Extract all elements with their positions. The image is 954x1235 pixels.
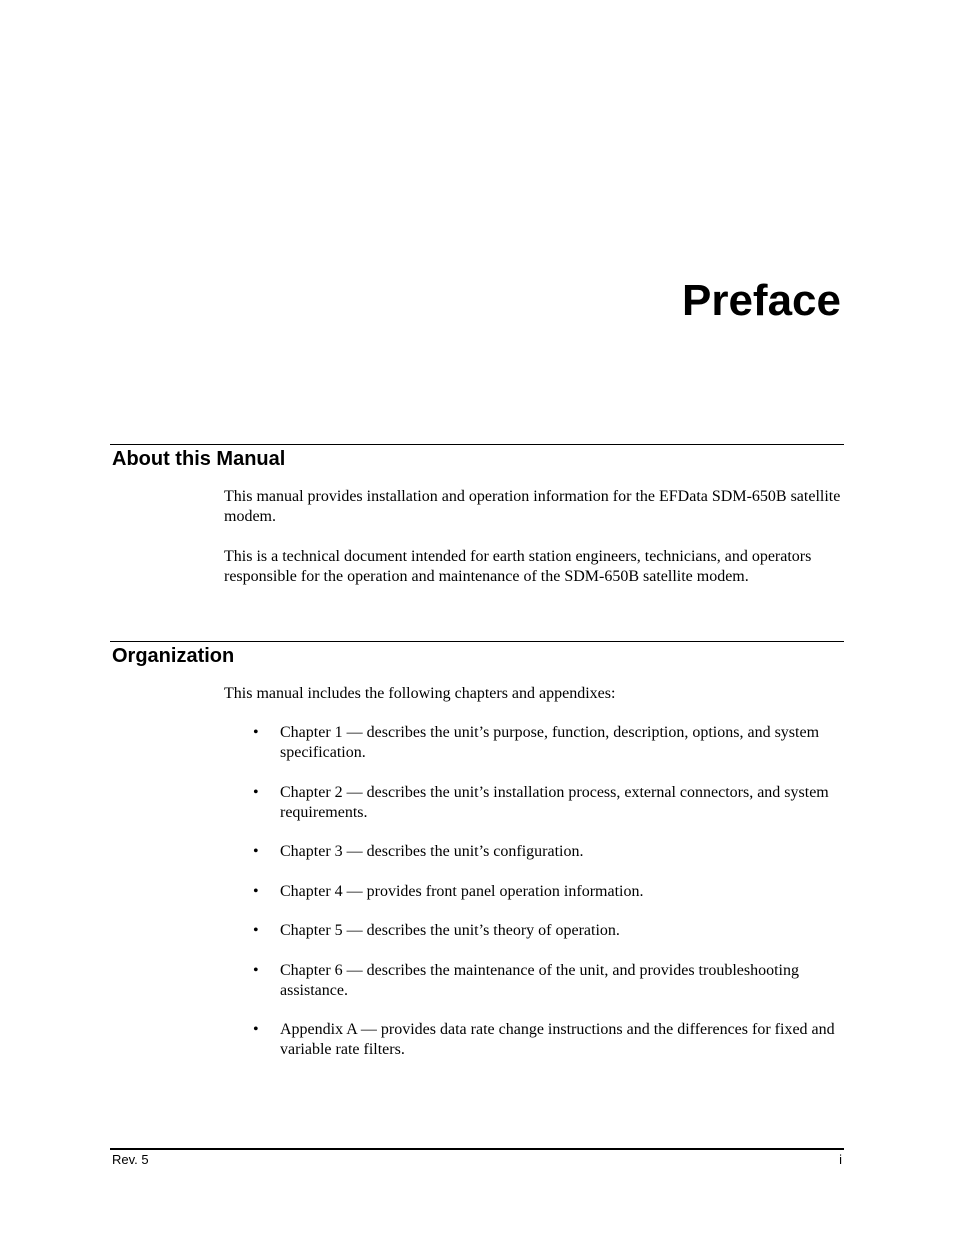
section-heading-organization: Organization — [112, 645, 235, 667]
bullet-icon: • — [253, 1021, 259, 1038]
section-divider-about — [110, 444, 844, 445]
list-item — [224, 842, 844, 862]
list-item — [224, 1020, 844, 1060]
organization-intro-block — [224, 684, 844, 704]
bullet-icon: • — [253, 961, 259, 979]
list-item — [224, 723, 844, 763]
list-item-text: Chapter 6 — describes the maintenance of the unit, and provides troubleshooting assistance. — [280, 961, 799, 999]
bullet-icon: • — [253, 922, 259, 939]
about-paragraph: This manual provides installation and operation information for the EFData SDM-650B satellite modem. — [224, 488, 841, 525]
list-item-text: Chapter 1 — describes the unit’s purpose, function, description, options, and system specification. — [280, 724, 820, 761]
list-item-text: Chapter 3 — describes the unit’s configuration. — [280, 843, 584, 860]
chapter-list — [224, 723, 844, 1080]
list-item — [224, 961, 844, 1001]
about-paragraph: This is a technical document intended for earth station engineers, technicians, and operators responsible for the operation and maintenance of the SDM-650B satellite modem. — [224, 548, 812, 585]
bullet-icon: • — [253, 843, 259, 860]
about-body — [224, 487, 844, 587]
list-item-text: Chapter 2 — describes the unit’s installation process, external connectors, and system requirements. — [280, 783, 829, 821]
list-item-text: Chapter 4 — provides front panel operation information. — [280, 882, 644, 900]
list-item-text: Appendix A — provides data rate change instructions and the differences for fixed and variable rate filters. — [280, 1021, 835, 1058]
footer-divider — [110, 1148, 844, 1150]
section-heading-about: About this Manual — [112, 448, 286, 470]
bullet-icon: • — [253, 783, 259, 801]
organization-intro: This manual includes the following chapters and appendixes: — [224, 685, 616, 702]
list-item — [224, 921, 844, 941]
bullet-icon: • — [253, 724, 259, 741]
section-divider-organization — [110, 641, 844, 642]
footer-page-number: i — [839, 1152, 842, 1167]
list-item-text: Chapter 5 — describes the unit’s theory of operation. — [280, 922, 620, 939]
list-item — [224, 783, 844, 823]
page-title: Preface — [681, 276, 841, 325]
footer-revision: Rev. 5 — [112, 1152, 149, 1167]
bullet-icon: • — [253, 882, 259, 900]
list-item — [224, 882, 844, 902]
